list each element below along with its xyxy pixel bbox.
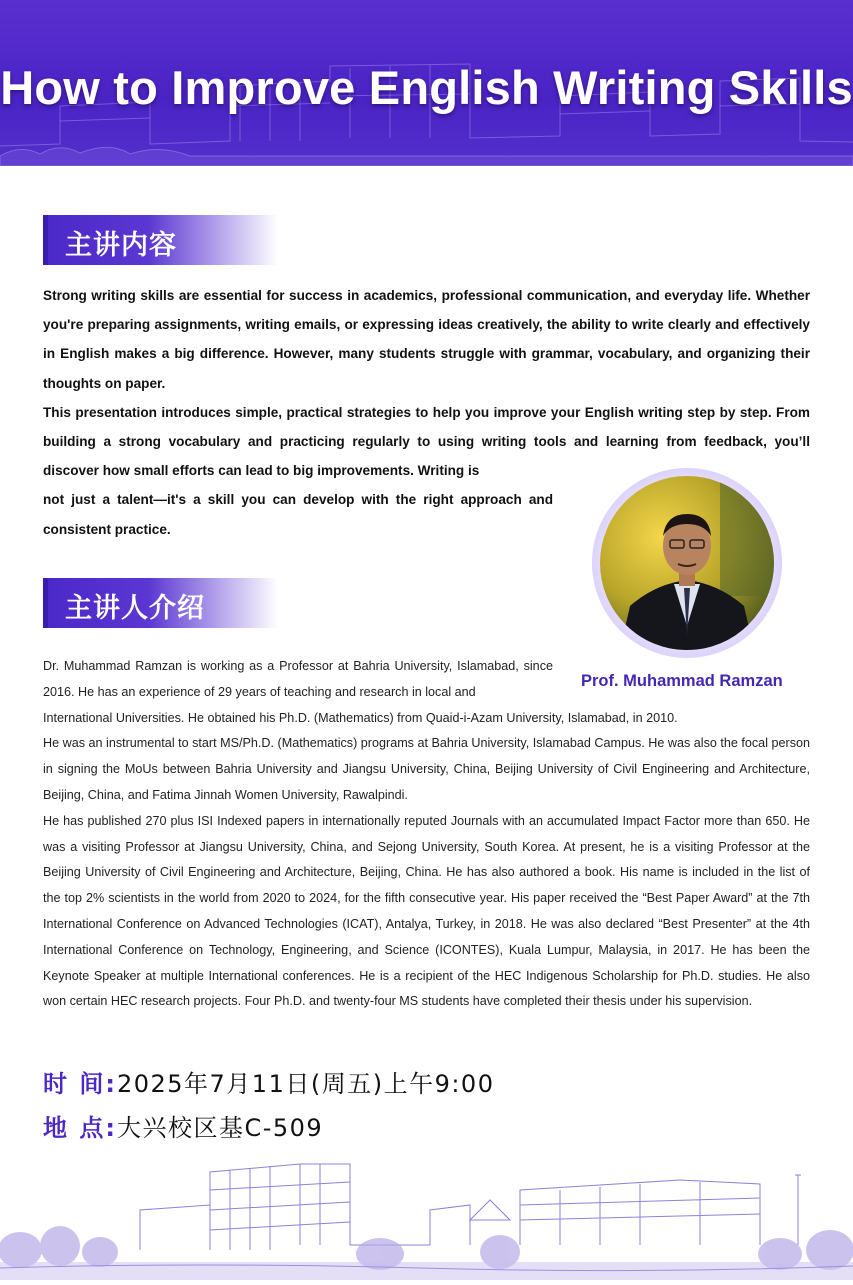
bio-paragraph-3: He has published 270 plus ISI Indexed papers in internationally reputed Journals with an accumulated Impact Factor more than 650. He was a visiting Professor at Jiangsu University, China, and Sejong University, South Korea. At present, he is a visiting Professor at the Beijing University of Civil Engineering and Architecture, Beijing, China. He has also authored a book. His name is included in the list of the top 2% scientists in the world from 2020 to 2024, for the fifth consecutive year. His paper received the “Best Paper Award” at the 7th International Conference on Advanced Technologies (ICAT), Antalya, Turkey, in 2018. He was also declared “Best Presenter” at the 4th International Conference on Technology, Engineering, and Science (ICONTES), Kuala Lumpur, Malaysia, in 2017. He has been the Keynote Speaker at multiple International conferences. He is a recipient of the HEC Indigenous Scholarship for Ph.D. studies. He also won certain HEC research projects. Four Ph.D. and twenty-four MS students have completed their thesis under his supervision. [43, 813, 810, 1009]
speaker-photo [600, 476, 774, 650]
header-banner [0, 0, 853, 166]
place-value: 大兴校区基C-509 [116, 1114, 324, 1142]
speaker-photo-image [600, 476, 774, 650]
section-label-speaker: 主讲人介绍 [65, 593, 205, 624]
bio-paragraph-head: Dr. Muhammad Ramzan is working as a Professor at Bahria University, Islamabad, since 2016. He has an experience of 29 years of teaching and research in local and [43, 659, 553, 699]
campus-footer-image [0, 1150, 853, 1280]
bio-paragraph-2: He was an instrumental to start MS/Ph.D. (Mathematics) programs at Bahria University, Islamabad Campus. He was also the focal person in signing the MoUs between Bahria University and Jiangsu University, China, Beijing University of Civil Engineering and Architecture, Beijing, China, and Fatima Jinnah Women University, Rawalpindi. [43, 736, 810, 802]
section-tag-content [43, 215, 278, 265]
place-label: 地 点: [43, 1114, 117, 1142]
content-paragraph-2: This presentation introduces simple, practical strategies to help you improve your English writing step by step. From building a strong vocabulary and practicing regularly to using writing tools and learning from feedback, you’ll discover how small efforts can lead to big improvements. Writing is [43, 404, 810, 479]
poster-title: How to Improve English Writing Skills [0, 61, 853, 114]
tag-accent-bar [43, 215, 48, 265]
section-label-content: 主讲内容 [65, 230, 177, 261]
speaker-bio [43, 654, 810, 1015]
speaker-name: Prof. Muhammad Ramzan [581, 672, 783, 690]
bio-paragraph-1: International Universities. He obtained his Ph.D. (Mathematics) from Quaid-i-Azam University, Islamabad, in 2010. [43, 710, 678, 725]
content-paragraph-2-tail: not just a talent—it's a skill you can develop with the right approach and consistent practice. [43, 492, 553, 537]
speaker-portrait [592, 468, 782, 658]
tag-accent-bar [43, 578, 48, 628]
time-value: 2025年7月11日(周五)上午9:00 [116, 1070, 495, 1098]
section-tag-speaker [43, 578, 278, 628]
event-place [43, 1108, 323, 1143]
time-label: 时 间: [43, 1070, 117, 1098]
event-time [43, 1064, 494, 1099]
content-paragraph-1: Strong writing skills are essential for success in academics, professional communication, and everyday life. Whether you're preparing assignments, writing emails, or expressing ideas creatively, the ability to write clearly and effectively in English makes a big difference. However, many students struggle with grammar, vocabulary, and organizing their thoughts on paper. [43, 288, 810, 391]
campus-sketch [0, 1150, 853, 1280]
